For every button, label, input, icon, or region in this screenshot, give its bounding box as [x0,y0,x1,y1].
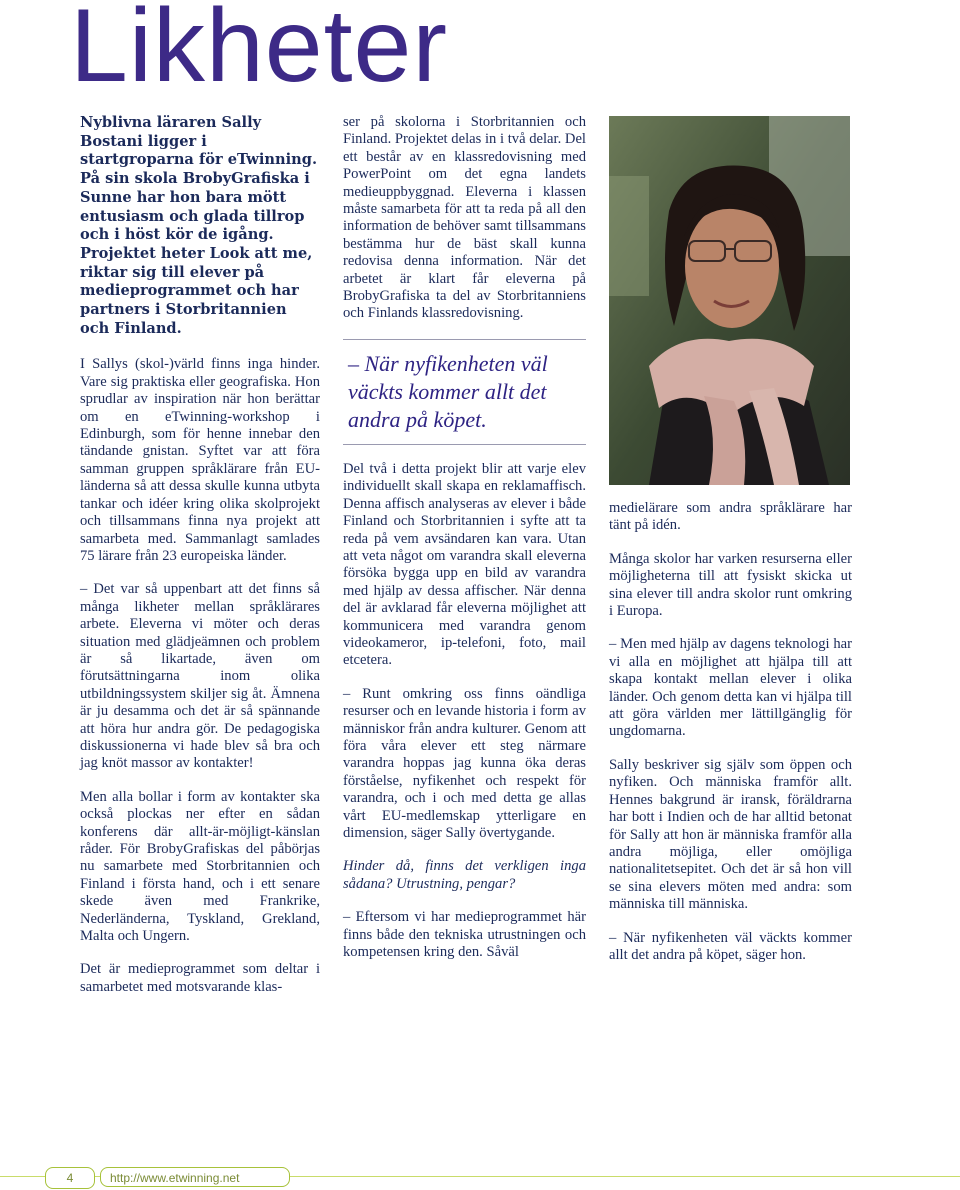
body-paragraph: Del två i detta projekt blir att varje elev individuellt skall skapa en reklamaffisch. Denna affisch analyseras av elever i både Finland och Storbritannien i syfte att ta reda på vem avsändaren kan vara. Utan att veta något om varandra skall eleverna försöka bygga upp en bild av varandra med hjälp av dessa affischer. När denna del är avklarad får eleverna möjlighet att kommunicera med varandra genom videokameror, ip-telefoni, foto, mail etcetera. [343,460,586,669]
body-paragraph: – Det var så uppenbart att det finns så många likheter mellan språklärares arbete. Eleverna vi möter och deras situation med glädjeämnen och problem är så likartade, även om förutsättningarna inom olika utbildningssystem skiljer sig åt. Ämnena är ju desamma och det är så spännande att höra hur andra gör. De pedagogiska diskussionerna vi hade blev så bra och jag knöt massor av kontakter! [80,581,320,772]
column-2 [343,114,586,977]
column-1 [80,114,320,1012]
body-paragraph: – Eftersom vi har medieprogrammet här finns både den tekniska utrustningen och kompetensen kring den. Såväl [343,909,586,961]
body-paragraph: I Sallys (skol-)värld finns inga hinder. Vare sig praktiska eller geografiska. Hon sprudlar av inspiration när hon berättar om en eTwinning-workshop i Edinburgh, som för henne innebar den tändande gnistan. Syftet var att föra samman gruppen språklärare från EU-länderna så att dessa skulle kunna utbyta tankar och idéer kring olika skolprojekt och tillsammans finna nya projekt att samarbeta med. Sammanlagt samlades 75 lärare från 23 europeiska länder. [80,356,320,564]
body-paragraph: Det är medieprogrammet som deltar i samarbetet med motsvarande klas- [80,961,320,995]
column-3 [609,500,852,980]
interview-question: Hinder då, finns det verkligen inga sådana? Utrustning, pengar? [343,858,586,892]
pull-quote: – När nyfikenheten väl väckts kommer allt det andra på köpet. [343,339,586,445]
body-paragraph: Många skolor har varken resurserna eller möjligheterna till att fysiskt skicka ut sina elever till andra skolor runt omkring i Europa. [609,550,852,620]
body-paragraph: medielärare som andra språklärare har tänt på idén. [609,500,852,534]
footer-url-link[interactable]: http://www.etwinning.net [100,1167,290,1187]
lead-paragraph: Nyblivna läraren Sally Bostani ligger i startgroparna för eTwinning. På sin skola BrobyGrafiska i Sunne har hon bara mött entusiasm och glada tillrop och i höst kör de igång. Projektet heter Look att me, riktar sig till elever på medieprogrammet och har partners i Storbritannien och Finland. [80,114,318,337]
body-paragraph: – Men med hjälp av dagens teknologi har vi alla en möjlighet att hjälpa till att skapa kontakt mellan elever i olika länder. Och genom detta kan vi hjälpa till att göra världen mer lättillgänglig för ungdomarna. [609,636,852,740]
portrait-photo [609,116,850,485]
body-paragraph: – Runt omkring oss finns oändliga resurser och en levande historia i form av människor från andra kulturer. Genom att föra våra elever ett steg närmare varandra hoppas jag kunna öka deras förståelse, nyfikenhet och respekt för varandra, och i och med detta ge allas vårt EU-medlemskap ytterligare en dimension, säger Sally övertygande. [343,685,586,841]
body-paragraph: ser på skolorna i Storbritannien och Finland. Projektet delas in i två delar. Del ett består av en klassredovisning med PowerPoint om det egna landets medieuppbyggnad. Eleverna i klassen måste samarbeta för att ta reda på all den information de behöver samt tillsammans bestämma hur de bäst skall kunna redovisa denna information. När det arbetet är klart får eleverna på BrobyGrafiska ta del av Storbritanniens och Finlands klassredovisning. [343,114,586,322]
portrait-illustration [609,116,850,485]
page-number: 4 [45,1167,95,1189]
body-paragraph: – När nyfikenheten väl väckts kommer allt det andra på köpet, säger hon. [609,929,852,963]
article-title: Likheter [70,0,448,104]
body-paragraph: Sally beskriver sig själv som öppen och nyfiken. Och människa framför allt. Hennes bakgrund är iransk, föräldrarna har bott i Indien och de har alltid betonat för Sally att hon är människa framför alla andra möjliga, eller omöjliga nationalitetsepitet. Och det är så hon vill se sina elevers möten med andra: som människa till människa. [609,756,852,913]
body-paragraph: Men alla bollar i form av kontakter ska också plockas ner efter en sådan konferens där allt-är-möjligt-känslan råder. För BrobyGrafiskas del påbörjas nu samarbete med Storbritannien och Finland i första hand, och i ett senare skede även med Frankrike, Nederländerna, Tyskland, Grekland, Malta och Ungern. [80,788,320,945]
